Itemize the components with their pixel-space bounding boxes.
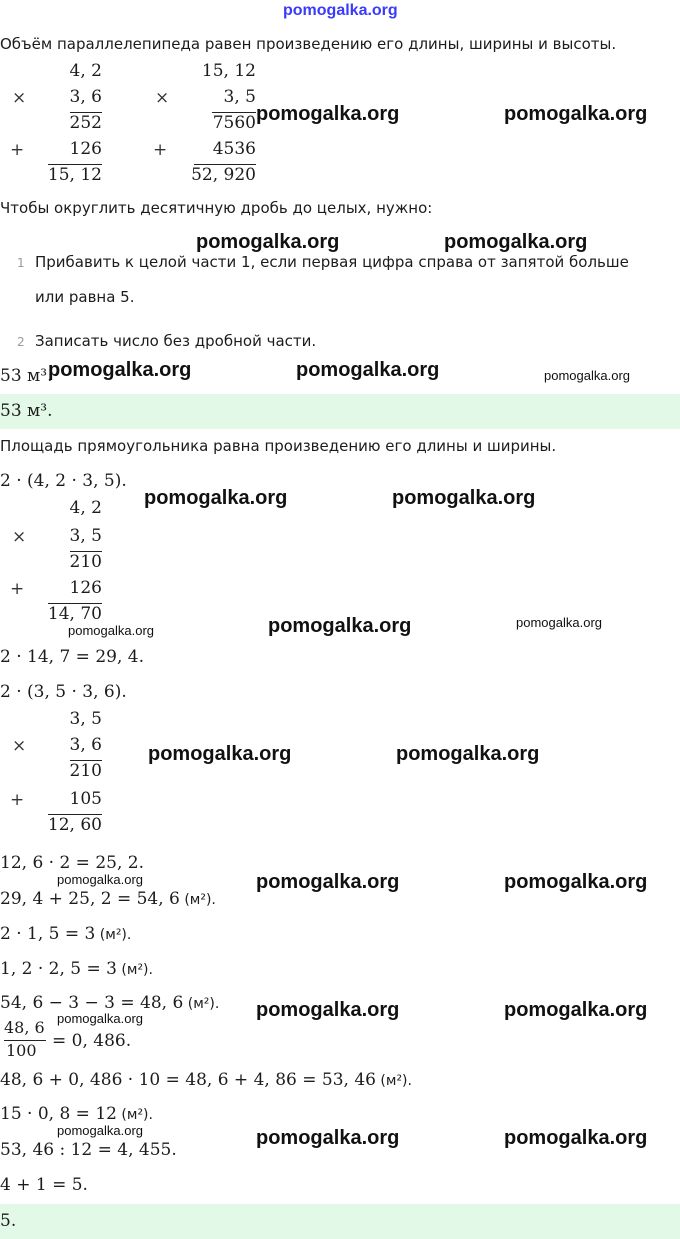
expression-1: 2 · (4, 2 · 3, 5). xyxy=(0,471,127,491)
equation-math: 1, 2 · 2, 5 = 3 xyxy=(0,959,117,979)
watermark: pomogalka.org xyxy=(148,743,292,765)
calc1-partial-1: 252 xyxy=(69,113,102,133)
watermark: pomogalka.org xyxy=(268,615,412,637)
plus-sign: + xyxy=(10,140,25,160)
equation-line xyxy=(0,1175,88,1195)
calc4-partial-1: 210 xyxy=(69,761,102,781)
equation-math: 15 · 0, 8 = 12 xyxy=(0,1104,117,1124)
calc2-partial-2: 4536 xyxy=(212,139,256,159)
list-item-number: 1 xyxy=(17,256,25,270)
times-sign: × xyxy=(12,88,27,108)
equation-unit: (м²). xyxy=(116,962,153,978)
rounding-rule-text: Чтобы округлить десятичную дробь до целых, нужно: xyxy=(0,199,433,217)
equation-unit: (м²). xyxy=(116,1107,153,1123)
plus-sign: + xyxy=(10,790,25,810)
calc2-result: 52, 920 xyxy=(191,165,256,185)
calc3-partial-1: 210 xyxy=(69,552,102,572)
equation-line xyxy=(0,853,144,873)
equation-math: 48, 6 + 0, 486 · 10 = 48, 6 + 4, 86 = 53, 46 xyxy=(0,1070,376,1090)
watermark: pomogalka.org xyxy=(504,999,648,1021)
watermark: pomogalka.org xyxy=(504,1127,648,1149)
equation-line xyxy=(0,889,216,909)
equation-line xyxy=(0,924,131,944)
watermark: pomogalka.org xyxy=(256,999,400,1021)
equation-line xyxy=(0,959,153,979)
calc3-factor-b: 3, 5 xyxy=(69,526,102,546)
calc1-factor-a: 4, 2 xyxy=(69,61,102,81)
equation-unit: (м²). xyxy=(95,927,132,943)
watermark: pomogalka.org xyxy=(256,1127,400,1149)
list-item-1-line-1: Прибавить к целой части 1, если первая цифра справа от запятой больше xyxy=(35,253,629,271)
plus-sign: + xyxy=(10,579,25,599)
answer-box-2 xyxy=(0,1204,680,1239)
list-item-number: 2 xyxy=(17,335,25,349)
watermark: pomogalka.org xyxy=(48,359,192,381)
watermark-small: pomogalka.org xyxy=(57,872,143,887)
calc1-factor-b: 3, 6 xyxy=(69,87,102,107)
watermark: pomogalka.org xyxy=(296,359,440,381)
fraction-numerator: 48, 6 xyxy=(4,1018,45,1037)
equation-math: 29, 4 + 25, 2 = 54, 6 xyxy=(0,889,180,909)
equation-line xyxy=(0,1140,177,1160)
calc2-partial-1: 7560 xyxy=(212,113,256,133)
calc3-factor-a: 4, 2 xyxy=(69,498,102,518)
answer-1-text: 53 м³. xyxy=(0,401,53,421)
calc3-partial-2: 126 xyxy=(69,578,102,598)
equation-unit: (м²). xyxy=(179,892,216,908)
equation-math: 4 + 1 = 5. xyxy=(0,1175,88,1195)
equation-math: 53, 46 : 12 = 4, 455. xyxy=(0,1140,177,1160)
calc2-factor-b: 3, 5 xyxy=(223,87,256,107)
watermark-small: pomogalka.org xyxy=(57,1123,143,1138)
watermark: pomogalka.org xyxy=(256,871,400,893)
watermark: pomogalka.org xyxy=(256,103,400,125)
watermark: pomogalka.org xyxy=(144,487,288,509)
calc3-result: 14, 70 xyxy=(47,604,102,624)
calc1-partial-2: 126 xyxy=(69,139,102,159)
watermark-small: pomogalka.org xyxy=(57,1011,143,1026)
watermark: pomogalka.org xyxy=(444,231,588,253)
fraction-rest: = 0, 486. xyxy=(52,1031,132,1051)
calc4-factor-a: 3, 5 xyxy=(69,709,102,729)
equation-line xyxy=(0,1104,153,1124)
equation-unit: (м²). xyxy=(375,1073,412,1089)
watermark-small: pomogalka.org xyxy=(68,623,154,638)
answer-box-1 xyxy=(0,394,680,429)
answer-2-text: 5. xyxy=(0,1211,17,1231)
list-item-2-line-1: Записать число без дробной части. xyxy=(35,332,317,350)
equation-math: 12, 6 · 2 = 25, 2. xyxy=(0,853,144,873)
calc4-factor-b: 3, 6 xyxy=(69,735,102,755)
watermark: pomogalka.org xyxy=(392,487,536,509)
watermark-small: pomogalka.org xyxy=(516,615,602,630)
times-sign: × xyxy=(155,88,170,108)
equation-math: 54, 6 − 3 − 3 = 48, 6 xyxy=(0,993,184,1013)
list-item-1-line-2: или равна 5. xyxy=(35,288,135,306)
calc2-factor-a: 15, 12 xyxy=(201,61,256,81)
area-rule-text: Площадь прямоугольника равна произведению его длины и ширины. xyxy=(0,437,557,455)
calc4-result: 12, 60 xyxy=(47,815,102,835)
watermark-small: pomogalka.org xyxy=(544,368,630,383)
times-sign: × xyxy=(12,736,27,756)
watermark: pomogalka.org xyxy=(196,231,340,253)
expression-3: 2 · (3, 5 · 3, 6). xyxy=(0,682,127,702)
equation-math: 2 · 1, 5 = 3 xyxy=(0,924,96,944)
expression-2: 2 · 14, 7 = 29, 4. xyxy=(0,647,144,667)
times-sign: × xyxy=(12,527,27,547)
equation-line xyxy=(0,1070,412,1090)
plus-sign: + xyxy=(153,140,168,160)
volume-rule-text: Объём параллелепипеда равен произведению его длины, ширины и высоты. xyxy=(0,35,617,53)
watermark: pomogalka.org xyxy=(504,103,648,125)
watermark: pomogalka.org xyxy=(504,871,648,893)
equation-unit: (м²). xyxy=(183,996,220,1012)
equation-line xyxy=(0,993,219,1013)
watermark: pomogalka.org xyxy=(396,743,540,765)
calc4-partial-2: 105 xyxy=(69,789,102,809)
site-header-logo[interactable]: pomogalka.org xyxy=(283,2,398,19)
fraction-denominator: 100 xyxy=(6,1041,37,1060)
volume-result-line: 53 м³. xyxy=(0,366,53,386)
calc1-result: 15, 12 xyxy=(47,165,102,185)
